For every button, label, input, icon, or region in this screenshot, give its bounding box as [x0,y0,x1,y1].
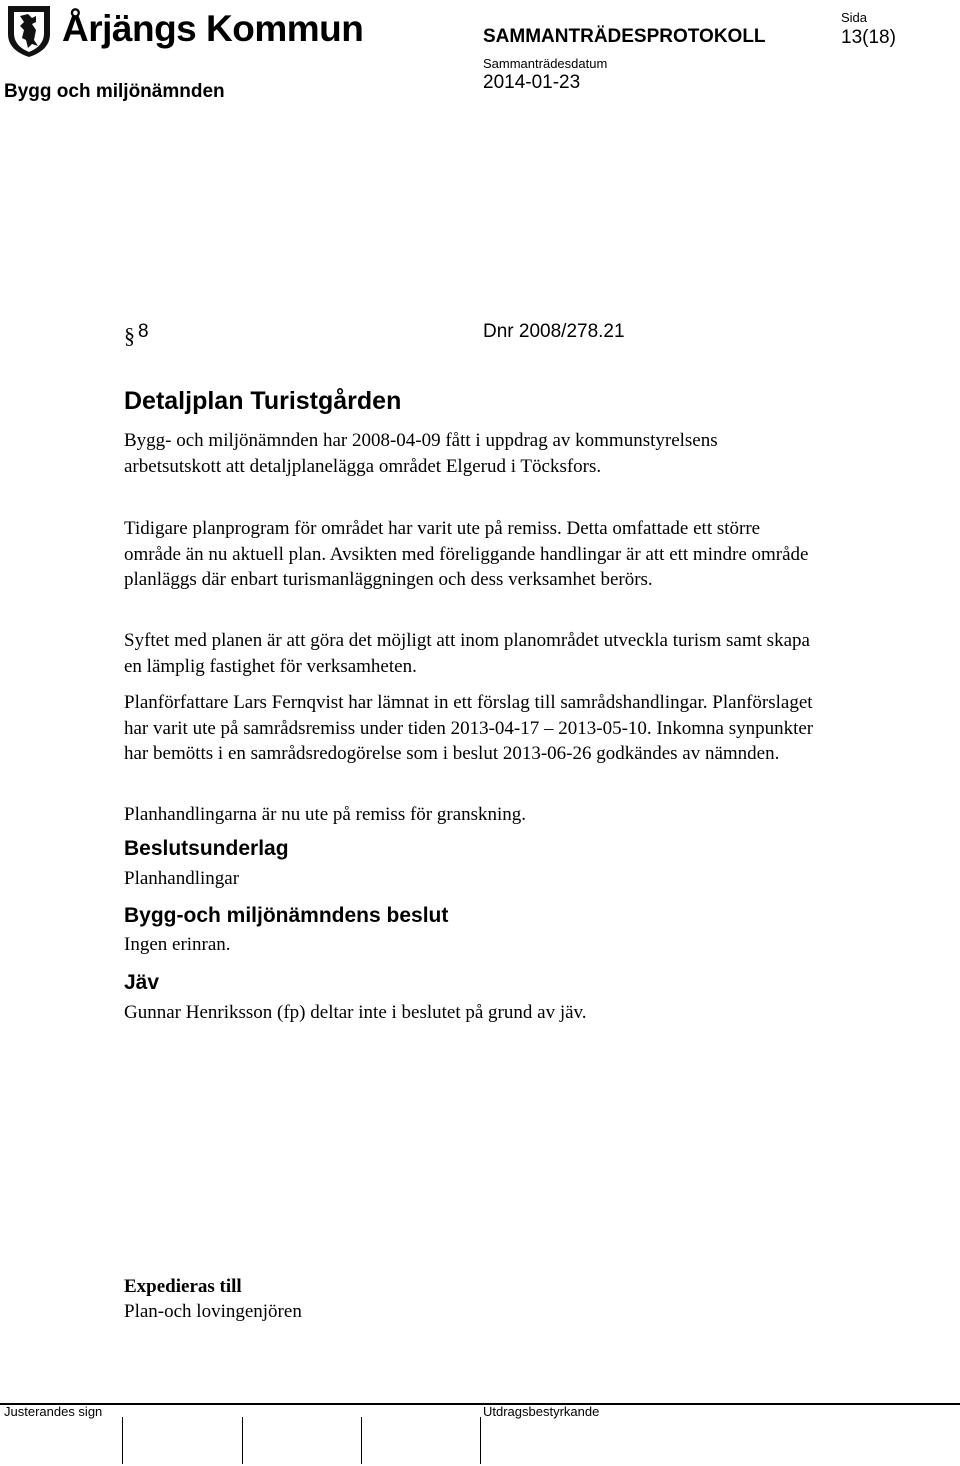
department-name: Bygg och miljönämnden [4,81,225,102]
page-label: Sida [841,10,868,25]
signature-box-divider [480,1417,481,1464]
decision-basis-heading: Beslutsunderlag [124,837,289,860]
body-paragraph: Bygg- och miljönämnden har 2008-04-09 fått i uppdrag av kommunstyrelsens arbetsutskott att detaljplanelägga området Elgerud i Töcksfors. [124,430,718,477]
signature-box-divider [242,1417,243,1464]
distribution-heading: Expedieras till [124,1276,242,1297]
page-number: 13(18) [841,27,896,48]
coat-of-arms-logo [6,4,52,58]
conflict-of-interest-heading: Jäv [124,971,160,994]
item-title: Detaljplan Turistgården [124,387,402,415]
signature-box-divider [122,1417,123,1464]
body-paragraph: Planhandlingarna är nu ute på remiss för granskning. [124,804,527,825]
diary-number: Dnr 2008/278.21 [483,321,625,342]
decision-heading: Bygg-och miljönämndens beslut [124,904,449,927]
body-paragraph: Tidigare planprogram för området har varit ute på remiss. Detta omfattade ett större område än nu aktuell plan. Avsikten med föreliggande handlingar är att ett mindre område planläggs där enbart turismanläggningen och dess verksamhet berörs. [124,518,809,590]
section-symbol: § [124,323,135,348]
signature-box-divider [361,1417,362,1464]
meeting-date: 2014-01-23 [483,72,581,93]
document-type: SAMMANTRÄDESPROTOKOLL [483,26,766,47]
conflict-of-interest-text: Gunnar Henriksson (fp) deltar inte i beslutet på grund av jäv. [124,1002,587,1023]
municipality-logo-text: Årjängs Kommun [62,8,364,49]
decision-basis-text: Planhandlingar [124,868,240,889]
footer-divider [0,1403,960,1405]
item-number: 8 [138,321,149,342]
body-paragraph: Syftet med planen är att göra det möjligt att inom planområdet utveckla turism samt skapa en lämplig fastighet för verksamheten. [124,630,810,677]
extract-certification-label: Utdragsbestyrkande [483,1404,600,1419]
body-paragraph: Planförfattare Lars Fernqvist har lämnat in ett förslag till samrådshandlingar. Planförslaget har varit ute på samrådsremiss under tiden 2013-04-17 – 2013-05-10. Inkomna synpunkter har bemötts i en samrådsredogörelse som i beslut 2013-06-26 godkändes av nämnden. [124,692,814,764]
meeting-date-label: Sammanträdesdatum [483,56,608,71]
distribution-recipient: Plan-och lovingenjören [124,1301,302,1322]
decision-text: Ingen erinran. [124,934,231,955]
adjuster-signature-label: Justerandes sign [4,1404,103,1419]
